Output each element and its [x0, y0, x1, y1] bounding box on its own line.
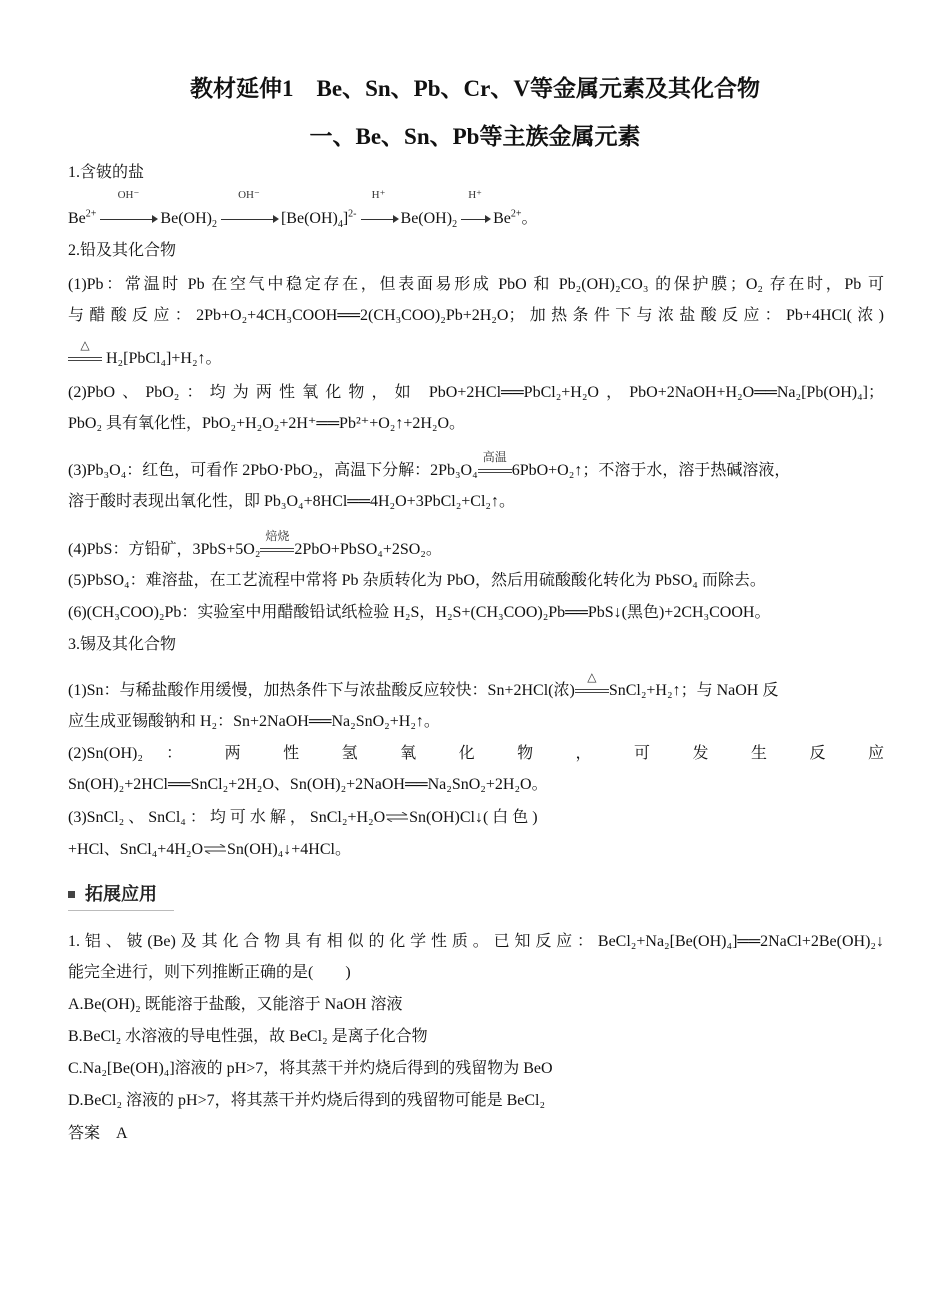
pb-para-6: (6)(CH₃COO)₂Pb：实验室中用醋酸铅试纸检验 H₂S，H₂S+(CH₃COO)₂Pb══PbS↓(黑色)+2CH₃COOH。 [68, 604, 771, 621]
be-hydroxide-1: $Be(OH)_2$ [160, 210, 217, 231]
option-d: D.BeCl₂ 溶液的 pH>7，将其蒸干并灼烧后得到的残留物可能是 BeCl₂ [68, 1092, 546, 1109]
arrow-oh-2: OH⁻ [221, 206, 277, 232]
pb-para-3-line-2: 溶于酸时表现出氧化性，即 Pb₃O₄+8HCl══4H₂O+3PbCl₂+Cl₂↑。 [68, 493, 516, 510]
pb-para-1-line-2: 与醋酸反应：2Pb+O₂+4CH₃COOH══2(CH₃COO)₂Pb+2H₂O；加热条件下与浓盐酸反应：Pb+4HCl(浓) [68, 307, 884, 324]
sn-para-3-line-1: (3)SnCl₂ 、 SnCl₄ ： 均 可 水 解 ， SnCl₂+H₂O Sn(OH)Cl↓( 白 色 ) [68, 805, 884, 831]
section-title: 一、Be、Sn、Pb等主族金属元素 [309, 124, 641, 149]
pb-para-3-line-1: (3)Pb₃O₄：红色，可看作 2PbO·PbO₂，高温下分解：2Pb₃O₄ 高温 6PbO+O₂↑；不溶于水，溶于热碱溶液， [68, 450, 791, 479]
sn-para-1-line-1: (1)Sn：与稀盐酸作用缓慢，加热条件下与浓盐酸反应较快：Sn+2HCl(浓) △ SnCl₂+H₂↑；与 NaOH 反 [68, 670, 779, 699]
arrow-h-1: H⁺ [361, 206, 397, 232]
heat-condition-sign: △ [68, 357, 102, 361]
arrow-h-2: H⁺ [461, 206, 489, 232]
pb-para-1-line-1: (1)Pb：常温时 Pb 在空气中稳定存在，但表面易形成 PbO 和 Pb₂(OH)₂CO₃ 的保护膜；O₂ 存在时，Pb 可 [68, 276, 884, 293]
high-temp-condition-sign: 高温 [478, 469, 512, 473]
pb-para-4: (4)PbS：方铅矿，3PbS+5O₂ 焙烧 2PbO+PbSO₄+2SO₂。 [68, 529, 442, 558]
sn-para-1-line-2: 应生成亚锡酸钠和 H₂：Sn+2NaOH══Na₂SnO₂+H₂↑。 [68, 713, 440, 730]
reversible-arrow-icon [385, 805, 409, 831]
sn-para-3-line-2: +HCl、SnCl₄+4H₂O Sn(OH)₄↓+4HCl。 [68, 837, 884, 863]
s2-heading: 2.铅及其化合物 [68, 242, 177, 259]
square-bullet-icon [68, 891, 75, 898]
sn-para-2-line-1: (2)Sn(OH)₂ ： 两 性 氢 氧 化 物 ， 可 发 生 反 应 [68, 745, 884, 762]
reversible-arrow-icon [203, 837, 227, 863]
be-hydroxide-2: $Be(OH)_2$ [400, 210, 458, 231]
be-reaction-chain [68, 189, 884, 232]
roast-condition-sign: 焙烧 [260, 548, 294, 552]
option-c: C.Na₂[Be(OH)₄]溶液的 pH>7，将其蒸干并灼烧后得到的残留物为 BeO [68, 1060, 553, 1077]
be-ion-2: $Be^{2+}$。 [493, 208, 538, 227]
arrow-oh-1: OH⁻ [100, 206, 156, 232]
question-line-1: 1.铝、铍(Be)及其化合物具有相似的化学性质。已知反应：BeCl₂+Na₂[Be(OH)₄]══2NaCl+2Be(OH)₂↓ [68, 933, 884, 950]
answer: 答案 A [68, 1125, 128, 1142]
be-ion: $Be^{2+}$ [68, 208, 97, 227]
option-b: B.BeCl₂ 水溶液的导电性强，故 BeCl₂ 是离子化合物 [68, 1028, 428, 1045]
pb-para-5: (5)PbSO₄：难溶盐，在工艺流程中常将 Pb 杂质转化为 PbO，然后用硫酸酸化转化为 PbSO₄ 而除去。 [68, 572, 766, 589]
sn-para-2-line-2: Sn(OH)₂+2HCl══SnCl₂+2H₂O、Sn(OH)₂+2NaOH══Na₂SnO₂+2H₂O。 [68, 776, 548, 793]
page-title: 教材延伸1 Be、Sn、Pb、Cr、V等金属元素及其化合物 [190, 76, 760, 101]
beryllate-ion: $[Be(OH)_4]^{2-}$ [280, 208, 357, 231]
pb-para-2-line-2: PbO₂ 具有氧化性，PbO₂+H₂O₂+2H⁺══Pb²⁺+O₂↑+2H₂O。 [68, 415, 466, 432]
pb-para-1-line-3: △ H₂[PbCl₄]+H₂↑。 [68, 346, 884, 372]
heat-condition-sign-2: △ [575, 689, 609, 693]
s3-heading: 3.锡及其化合物 [68, 636, 177, 653]
pb-para-2-line-1: (2)PbO、PbO₂：均为两性氧化物，如 PbO+2HCl══PbCl₂+H₂O，PbO+2NaOH+H₂O══Na₂[Pb(OH)₄]； [68, 384, 884, 401]
extension-heading: 拓展应用 [68, 880, 174, 911]
question-line-2: 能完全进行，则下列推断正确的是( ) [68, 964, 351, 981]
s1-heading: 1.含铍的盐 [68, 164, 145, 181]
option-a: A.Be(OH)₂ 既能溶于盐酸，又能溶于 NaOH 溶液 [68, 996, 403, 1013]
